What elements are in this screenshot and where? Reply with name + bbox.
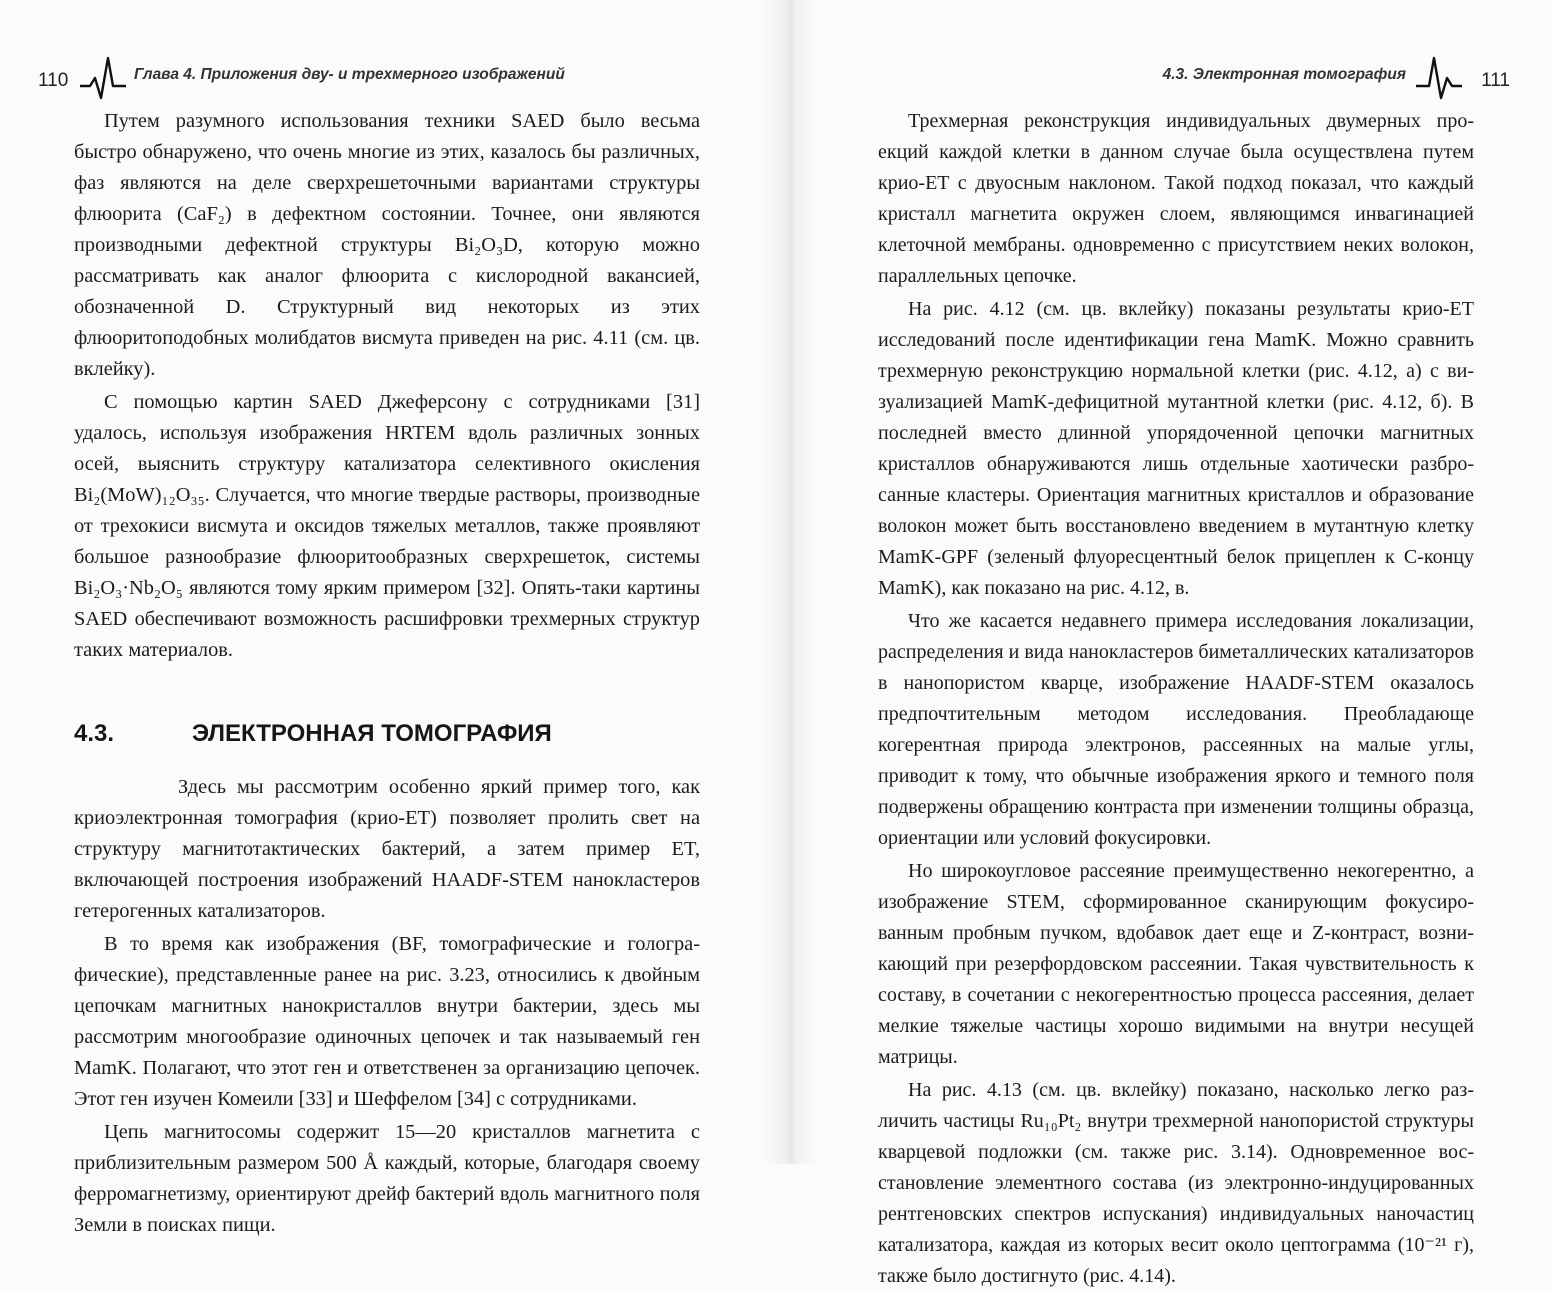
- section-heading: [74, 718, 700, 750]
- left-text-column: [74, 106, 700, 1241]
- heartbeat-pulse-icon: [1416, 56, 1462, 100]
- paragraph: На рис. 4.12 (см. цв. вклейку) показаны результаты крио-ET исследований после идентификации гена MamK. Можно сравнить трехмерную реконструкцию нормальной клетки (рис. 4.12, а) с визуализацией MamK-дефицитной мутантной клетки (рис. 4.12, б). В последней вместо длинной упорядоченной цепочки магнитных кристаллов обнаруживаются лишь отдельные хаотически разбросанные кластеры. Ориентация магнитных кристаллов и образование волокон может быть восстановлено введением в мутантную клетку MamK-GPF (зеленый флуоресцентный белок прицеплен к C-концу MamK), как показано на рис. 4.12, в.: [878, 298, 1474, 599]
- right-running-head: [790, 56, 1510, 100]
- left-page: [0, 0, 780, 1236]
- paragraph: Цепь магнитосомы содержит 15—20 кристаллов магнетита с приблизительным размером 500 Å каждый, которые, благодаря своему ферромагнетизму, ориентируют дрейф бактерий вдоль магнитного поля Земли в поисках пищи.: [74, 1121, 700, 1236]
- paragraph: Трехмерная реконструкция индивидуальных двумерных проекций каждой клетки в данном случае была осуществлена путем крио-ET с двуосным наклоном. Такой подход показал, что каждый кристалл магнетита окружен слоем, являющимся инвагинацией клеточной мембраны. одновременно с присутствием неких волокон, параллельных цепочке.: [878, 110, 1474, 287]
- paragraph: В то время как изображения (BF, томографические и голографические), представленные ранее на рис. 3.23, относились к двойным цепочкам магнитных нанокристаллов внутри бактерии, здесь мы рассмотрим многообразие одиночных цепочек и так называемый ген MamK. Полагают, что этот ген и ответственен за организацию цепочек. Этот ген изучен Комеили [33] и Шеффелом [34] с сотрудниками.: [74, 933, 700, 1110]
- right-text-column: [878, 106, 1474, 1292]
- paragraph: С помощью картин SAED Джеферсону с сотрудниками [31] удалось, используя изображения HRTEM вдоль различных зонных осей, выяснить структуру катализатора селективного окисления Bi₂(MoW)₁₂O₃₅. Случается, что многие твердые растворы, производные от трехокиси висмута и оксидов тяжелых металлов, также проявляют большое разнообразие флюоритообразных сверхрешеток, системы Bi₂O₃·Nb₂O₅ являются тому ярким примером [32]. Опять-таки картины SAED обеспечивают возможность расшифровки трехмерных структур таких материалов.: [74, 391, 700, 661]
- right-page-number: 111: [1481, 70, 1510, 91]
- paragraph: Что же касается недавнего примера исследования локализации, распределения и вида нанокластеров биметаллических катализаторов в нанопористом кварце, изображение HAADF-STEM оказалось предпочтительным методом исследования. Преобладающе когерентная природа электронов, рассеянных на малые углы, приводит к тому, что обычные изображения яркого и темного поля подвержены обращению контраста при изменении толщины образца, ориентации или условий фокусировки.: [878, 610, 1474, 849]
- heartbeat-pulse-icon: [80, 56, 126, 100]
- left-running-head: [38, 56, 738, 100]
- paragraph: Путем разумного использования техники SAED было весьма быстро обнаружено, что очень многие из этих, казалось бы различных, фаз являются на деле сверхрешеточными вариантами структуры флюорита (CaF₂) в дефектном состоянии. Точнее, они являются производными дефектной структуры Bi₂O₃D, которую можно рассматривать как аналог флюорита с кислородной вакансией, обозначенной D. Структурный вид некоторых из этих флюоритоподобных молибдатов висмута приведен на рис. 4.11 (см. цв. вклейку).: [74, 110, 700, 380]
- left-running-head-title: Глава 4. Приложения дву- и трехмерного изображений: [134, 66, 565, 83]
- paragraph: Но широкоугловое рассеяние преимущественно некогерентно, а изображение STEM, сформированное сканирующим фокусированным пробным пучком, вдобавок дает еще и Z-контраст, возникающий при резерфордовском рассеянии. Такая чувствительность к составу, в сочетании с некогерентностью процесса рассеяния, делает мелкие тяжелые частицы хорошо видимыми на внутри несущей матрицы.: [878, 860, 1474, 1068]
- left-page-number: 110: [38, 70, 69, 91]
- paragraph: На рис. 4.13 (см. цв. вклейку) показано, насколько легко различить частицы Ru₁₀Pt₂ внутри трехмерной нанопористой структуры кварцевой подложки (см. также рис. 3.14). Одновременное восстановление элементного состава (из электронно-индуцированных рентгеновских спектров испускания) индивидуальных наночастиц катализатора, каждая из которых весит около цептограмма (10⁻²¹ г), также было достигнуто (рис. 4.14).: [878, 1079, 1474, 1287]
- right-page: [790, 0, 1552, 1287]
- section-title: ЭЛЕКТРОННАЯ ТОМОГРАФИЯ: [192, 720, 552, 747]
- paragraph: Здесь мы рассмотрим особенно яркий пример того, как криоэлектронная томография (крио-ET) позволяет пролить свет на структуру магнитотактических бактерий, а затем пример ET, включающей построения изображений HAADF-STEM нанокластеров гетерогенных катализаторов.: [74, 776, 700, 922]
- section-number: 4.3.: [74, 720, 115, 747]
- right-running-head-title: 4.3. Электронная томография: [1162, 66, 1406, 83]
